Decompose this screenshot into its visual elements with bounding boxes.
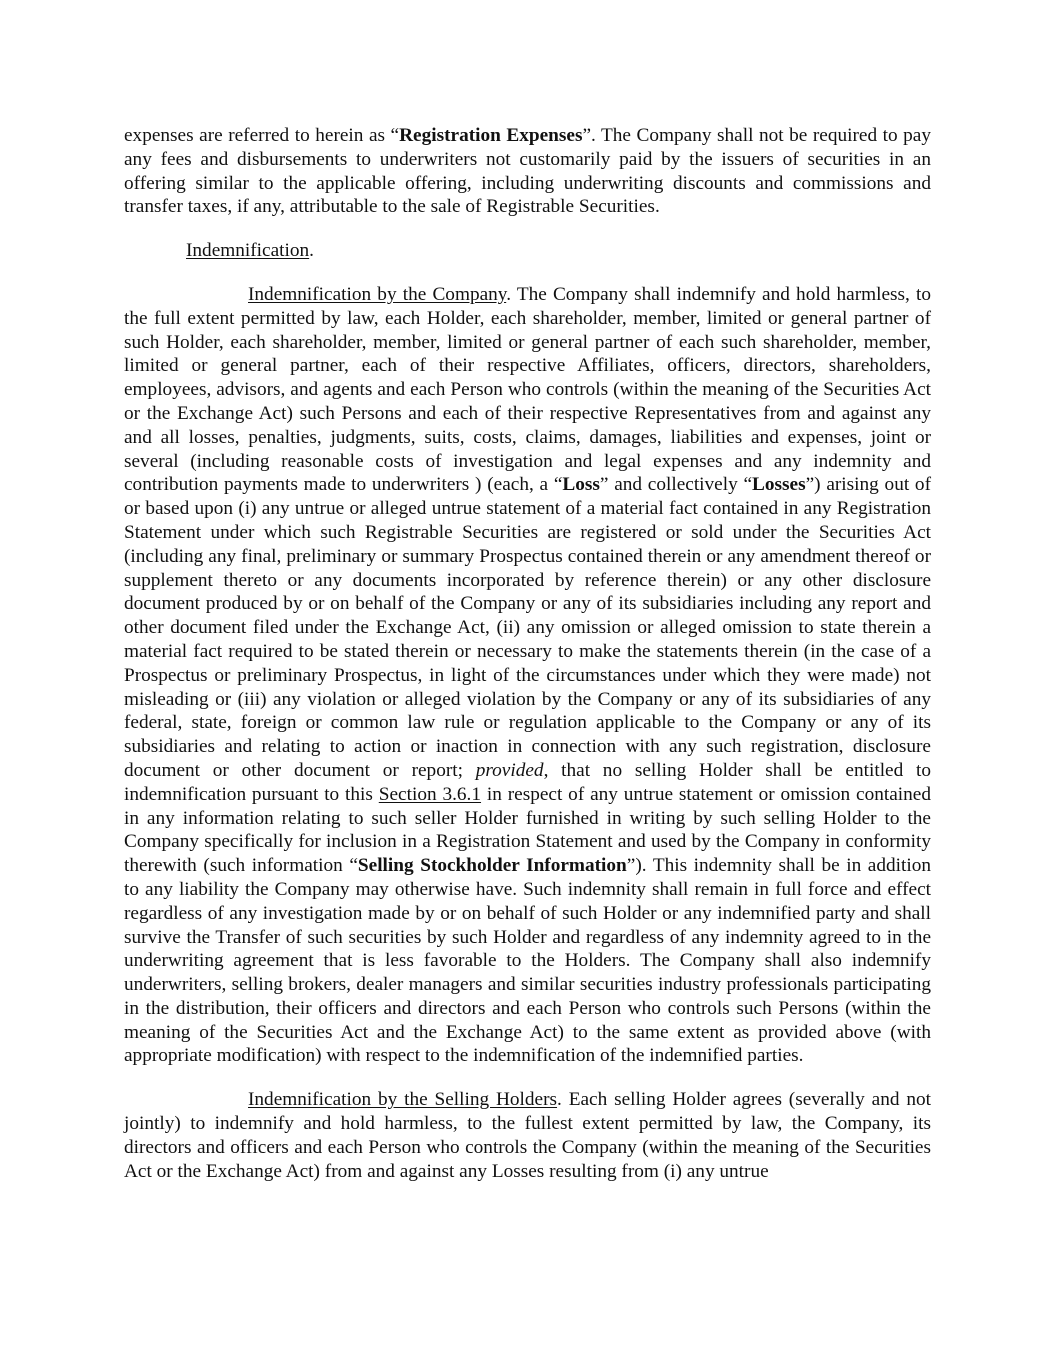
section-reference: Section 3.6.1 — [378, 783, 482, 805]
subsection-title-company: Indemnification by the Company — [248, 283, 507, 305]
defined-term-selling-stockholder-information: Selling Stockholder Information — [357, 855, 627, 877]
defined-term-registration-expenses: Registration Expenses — [399, 125, 583, 146]
text: ” and collectively “ — [599, 474, 753, 496]
document-page — [124, 124, 931, 1203]
provided-italic: provided — [475, 759, 544, 781]
heading-label: Indemnification — [186, 240, 310, 262]
paragraph-registration-expenses — [124, 124, 931, 219]
defined-term-loss: Loss — [562, 474, 600, 496]
defined-term-losses: Losses — [752, 474, 806, 496]
text: ”). This indemnity shall be in addition to any liability the Company may otherwise have. Such indemnity shall remain in full force and effect regardless of any investigation made by or on behalf of such Holder or any indemnified party and shall survive the Transfer of such securities by such Holder and regardless of any indemnity agreed to in the underwriting agreement that is less favorable to the Holders. The Company shall also indemnify underwriters, selling brokers, dealer managers and similar securities industry professionals participating in the distribution, their officers and directors and each Person who controls such Persons (within the meaning of the Securities Act and the Exchange Act) to the same extent as provided above (with appropriate modification) with respect to the indemnification of the indemnified parties. — [124, 855, 931, 1067]
text: . Each selling Holder agrees (severally and not jointly) to indemnify and hold harmless, to the fullest extent permitted by law, the Company, its directors and officers and each Person who controls the Company (within the meaning of the Securities Act or the Exchange Act) from and against any Losses resulting from (i) any untrue — [124, 1089, 931, 1182]
text: , that no selling Holder shall be entitled to indemnification pursuant to this — [124, 759, 932, 805]
subsection-title-selling-holders: Indemnification by the Selling Holders — [248, 1089, 558, 1111]
text: ”. The Company shall not be required to pay any fees and disbursements to underwriters not customarily paid by the issuers of securities in an offering similar to the applicable offering, including underwriting discounts and commissions and transfer taxes, if any, attributable to the sale of Registrable Securities. — [124, 125, 931, 218]
text: ”) arising out of or based upon (i) any untrue or alleged untrue statement of a material fact contained in any Registration Statement under which such Registrable Securities are registered or sold under the Securities Act (including any final, preliminary or summary Prospectus contained therein or any amendment thereof or supplement thereto or any documents incorporated by reference therein) or any other disclosure document produced by or on behalf of the Company or any of its subsidiaries including any report and other document filed under the Exchange Act, (ii) any omission or alleged omission to state therein a material fact required to be stated therein or necessary to make the statements therein (in the case of a Prospectus or preliminary Prospectus, in light of the circumstances under which they were made) not misleading or (iii) any violation or alleged violation by the Company or any of its subsidiaries of any federal, state, foreign or common law rule or regulation applicable to the Company or any of its subsidiaries and relating to action or inaction in connection with any such registration, disclosure document or other document or report; — [124, 474, 931, 781]
text: in respect of any untrue statement or omission contained in any information relating to such seller Holder furnished in writing by such selling Holder to the Company specifically for inclusion in a Registration Statement and used by the Company in conformity therewith (such information “ — [124, 783, 932, 877]
text: . The Company shall indemnify and hold harmless, to the full extent permitted by law, each Holder, each shareholder, member, limited or general partner of such Holder, each shareholder, member, limited or general partner of each such shareholder, member, limited or general partner, each of their respective Affiliates, officers, directors, shareholders, employees, advisors, and agents and each Person who controls (within the meaning of the Securities Act or the Exchange Act) such Persons and each of their respective Representatives from and against any and all losses, penalties, judgments, suits, costs, claims, damages, liabilities and expenses, joint or several (including reasonable costs of investigation and legal expenses and any indemnity and contribution payments made to underwriters ) (each, a “ — [124, 283, 932, 496]
paragraph-indemnification-by-selling-holders — [124, 1088, 931, 1183]
section-heading-indemnification — [124, 239, 931, 263]
heading-tail: . — [309, 240, 314, 262]
text: expenses are referred to herein as “ — [124, 125, 400, 146]
paragraph-indemnification-by-company — [124, 283, 931, 1068]
